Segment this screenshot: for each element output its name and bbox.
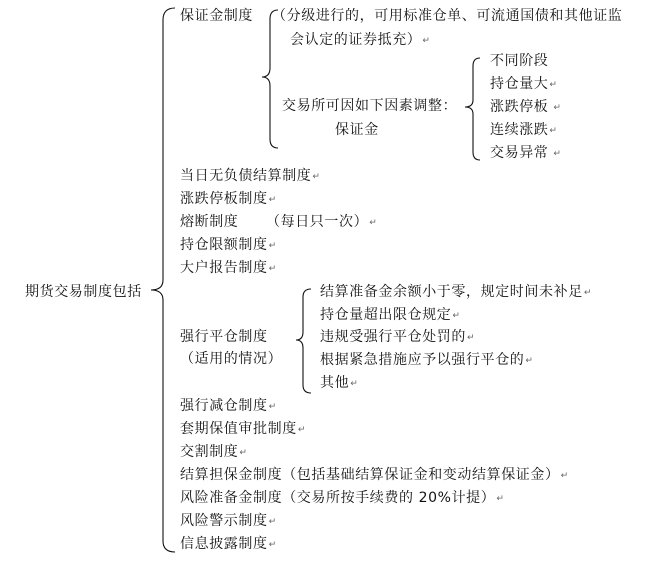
- system-item: 信息披露制度↵: [180, 536, 277, 552]
- paragraph-mark-icon: ↵: [553, 103, 561, 113]
- paragraph-mark-icon: ↵: [496, 494, 504, 504]
- system-item: 交割制度↵: [180, 444, 247, 460]
- paragraph-mark-icon: ↵: [549, 126, 557, 136]
- system-item: 强行减仓制度↵: [180, 398, 277, 414]
- liquidation-case: 违规受强行平仓处罚的↵: [320, 329, 475, 345]
- margin-note-line2: 会认定的证券抵充）↵: [290, 32, 430, 48]
- paragraph-mark-icon: ↵: [268, 264, 277, 274]
- margin-note-line1: （分级进行的，可用标准仓单、可流通国债和其他证监: [272, 8, 623, 24]
- factor-item: 持仓量大↵: [490, 76, 557, 92]
- paragraph-mark-icon: ↵: [297, 425, 306, 435]
- system-item: 结算担保金制度（包括基础结算保证金和变动结算保证金）↵: [180, 467, 569, 483]
- paragraph-mark-icon: ↵: [422, 36, 430, 46]
- paragraph-mark-icon: ↵: [268, 195, 277, 205]
- paragraph-mark-icon: ↵: [312, 172, 320, 182]
- system-item: 持仓限额制度↵: [180, 237, 277, 253]
- liquidation-case: 持仓量超出限仓规定↵: [320, 307, 460, 323]
- forced-liquidation-brace: [296, 289, 311, 393]
- paragraph-mark-icon: ↵: [560, 471, 569, 481]
- forced-liquidation-subtitle: （适用的情况）: [180, 351, 283, 367]
- paragraph-mark-icon: ↵: [583, 288, 592, 298]
- margin-adjust-line2: 保证金: [335, 122, 379, 138]
- paragraph-mark-icon: ↵: [268, 540, 277, 550]
- paragraph-mark-icon: ↵: [350, 379, 358, 389]
- system-item: 套期保值审批制度↵: [180, 421, 306, 437]
- factor-item: 涨跌停板 ↵: [490, 99, 561, 115]
- root-label: 期货交易制度包括: [25, 284, 142, 300]
- paragraph-mark-icon: ↵: [549, 80, 557, 90]
- paragraph-mark-icon: ↵: [525, 356, 533, 366]
- system-item: 大户报告制度↵: [180, 260, 277, 276]
- margin-adjust-line1: 交易所可因如下因素调整：: [282, 98, 458, 114]
- liquidation-case: 根据紧急措施应予以强行平仓的↵: [320, 352, 533, 368]
- factor-item: 不同阶段: [490, 53, 549, 69]
- paragraph-mark-icon: ↵: [268, 402, 277, 412]
- factor-item: 交易异常 ↵: [490, 145, 561, 161]
- factors-brace: [465, 58, 480, 160]
- system-item: 风险警示制度↵: [180, 513, 277, 529]
- main-brace: [151, 8, 175, 552]
- paragraph-mark-icon: ↵: [553, 149, 561, 159]
- paragraph-mark-icon: ↵: [467, 333, 475, 343]
- system-item: 涨跌停板制度↵: [180, 191, 277, 207]
- system-item-note: （每日只一次）↵: [266, 214, 377, 230]
- system-item: 熔断制度: [180, 214, 239, 230]
- margin-brace: [262, 10, 278, 148]
- paragraph-mark-icon: ↵: [268, 517, 277, 527]
- liquidation-case: 结算准备金余额小于零，规定时间未补足↵: [320, 284, 592, 300]
- system-item: 风险准备金制度（交易所按手续费的 20%计提）↵: [180, 490, 504, 506]
- margin-title: 保证金制度: [180, 8, 253, 24]
- forced-liquidation-title: 强行平仓制度: [180, 329, 268, 345]
- paragraph-mark-icon: ↵: [452, 311, 460, 321]
- system-item: 当日无负债结算制度↵: [180, 168, 320, 184]
- paragraph-mark-icon: ↵: [268, 241, 277, 251]
- liquidation-case: 其他↵: [320, 375, 358, 391]
- paragraph-mark-icon: ↵: [239, 448, 247, 458]
- factor-item: 连续涨跌↵: [490, 122, 557, 138]
- paragraph-mark-icon: ↵: [369, 218, 377, 228]
